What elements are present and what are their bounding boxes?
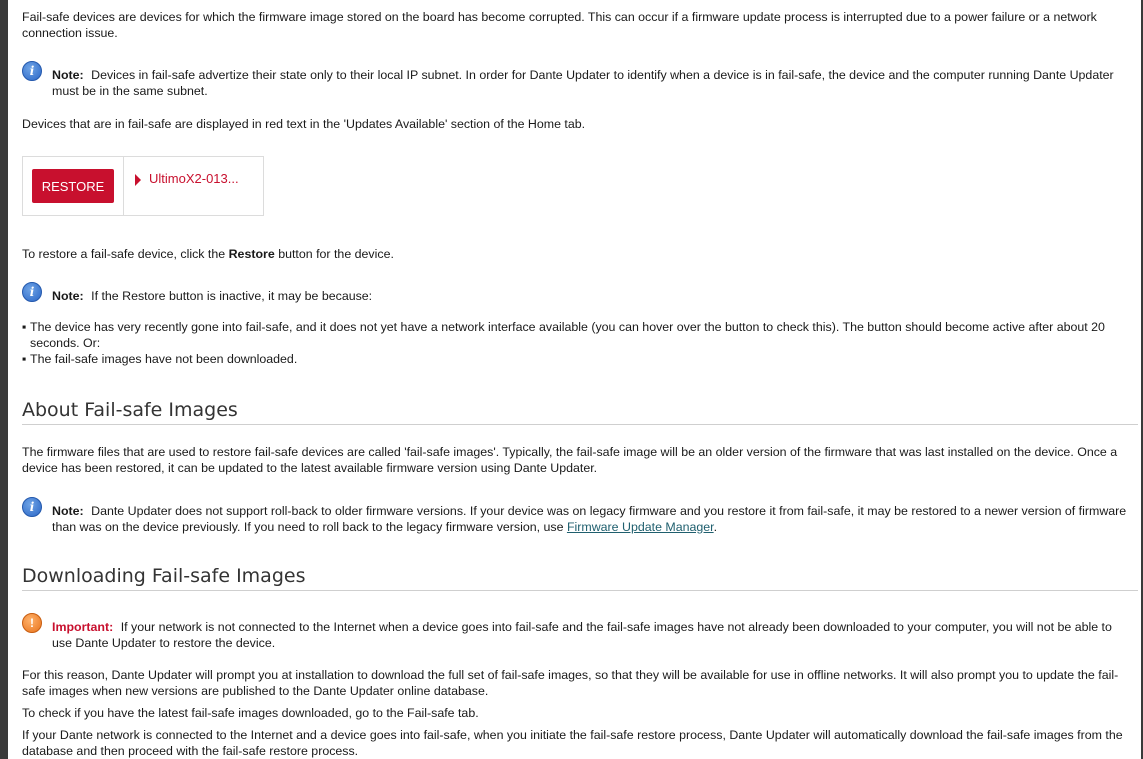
- info-icon: i: [22, 282, 42, 302]
- red-text-paragraph: Devices that are in fail-safe are displayed in red text in the 'Updates Available' section of the Home tab.: [22, 117, 586, 131]
- heading-about-failsafe-images: About Fail-safe Images: [22, 397, 1138, 425]
- important-offline: [22, 616, 1132, 651]
- reason-list: [22, 319, 1138, 367]
- note-restore-inactive: [22, 285, 1132, 304]
- expand-arrow-icon[interactable]: [135, 174, 141, 186]
- note-text: Dante Updater does not support roll-back to older firmware versions. If your device was on legacy firmware and you restore it from fail-safe, it may be restored to a newer version of firmware than was on the device previously. If you need to roll back to the legacy firmware version, use: [52, 504, 1127, 534]
- restore-instructions: [22, 246, 394, 262]
- info-icon: i: [22, 497, 42, 517]
- note-text: If the Restore button is inactive, it may be because:: [91, 289, 373, 303]
- list-item-text: The fail-safe images have not been downloaded.: [30, 352, 298, 366]
- restore-button[interactable]: RESTORE: [32, 169, 114, 203]
- note-label: Note:: [52, 289, 84, 303]
- note-subnet: [22, 64, 1132, 99]
- restore-cell: [23, 157, 124, 215]
- note-label: Note:: [52, 68, 84, 82]
- note-text-after: .: [713, 520, 718, 534]
- important-icon: !: [22, 613, 42, 633]
- restore-text-after: button for the device.: [274, 247, 394, 261]
- device-cell[interactable]: [124, 157, 263, 215]
- important-text: If your network is not connected to the Internet when a device goes into fail-safe and the fail-safe images have not already been downloaded to your computer, you will not be able to use Dante Updater to restore the device.: [52, 620, 1112, 650]
- intro-paragraph: Fail-safe devices are devices for which the firmware image stored on the board has become corrupted. This can occur if a firmware update process is interrupted due to a power failure or a network connection issue.: [22, 10, 1097, 40]
- list-item: ▪ The device has very recently gone into fail-safe, and it does not yet have a network interface available (you can hover over the button to check this). The button should become active after about 20 seconds. Or:: [22, 319, 1138, 351]
- left-window-border: [0, 0, 8, 759]
- check-paragraph: To check if you have the latest fail-safe images downloaded, go to the Fail-safe tab.: [22, 706, 479, 720]
- note-label: Note:: [52, 504, 84, 518]
- note-text: Devices in fail-safe advertize their state only to their local IP subnet. In order for Dante Updater to identify when a device is in fail-safe, the device and the computer running Dante Updater must be in the same subnet.: [52, 68, 1114, 98]
- info-icon: i: [22, 61, 42, 81]
- restore-text-before: To restore a fail-safe device, click the: [22, 247, 229, 261]
- note-rollback: [22, 500, 1132, 535]
- device-name[interactable]: UltimoX2-013...: [149, 171, 239, 186]
- list-item: ▪ The fail-safe images have not been downloaded.: [22, 352, 298, 366]
- prompt-paragraph: For this reason, Dante Updater will prompt you at installation to download the full set of fail-safe images, so that they will be available for use in offline networks. It will also prompt you to update the fail-safe images when new versions are published to the Dante Updater online database.: [22, 668, 1119, 698]
- heading-downloading-failsafe-images: Downloading Fail-safe Images: [22, 563, 1138, 591]
- important-label: Important:: [52, 620, 114, 634]
- list-item-text: The device has very recently gone into fail-safe, and it does not yet have a network interface available (you can hover over the button to check this). The button should become active after about 20 seconds. Or:: [30, 320, 1105, 350]
- failsafe-device-example: [22, 156, 264, 216]
- firmware-update-manager-link[interactable]: Firmware Update Manager: [566, 520, 714, 534]
- restore-bold: Restore: [228, 247, 275, 261]
- auto-download-paragraph: If your Dante network is connected to the Internet and a device goes into fail-safe, when you initiate the fail-safe restore process, Dante Updater will automatically download the fail-safe images from the database and then proceed with the fail-safe restore process.: [22, 728, 1123, 758]
- about-paragraph: The firmware files that are used to restore fail-safe devices are called 'fail-safe images'. Typically, the fail-safe image will be an older version of the firmware that was last installed on the device. Once a device has been restored, it can be updated to the latest available firmware version using Dante Updater.: [22, 445, 1118, 475]
